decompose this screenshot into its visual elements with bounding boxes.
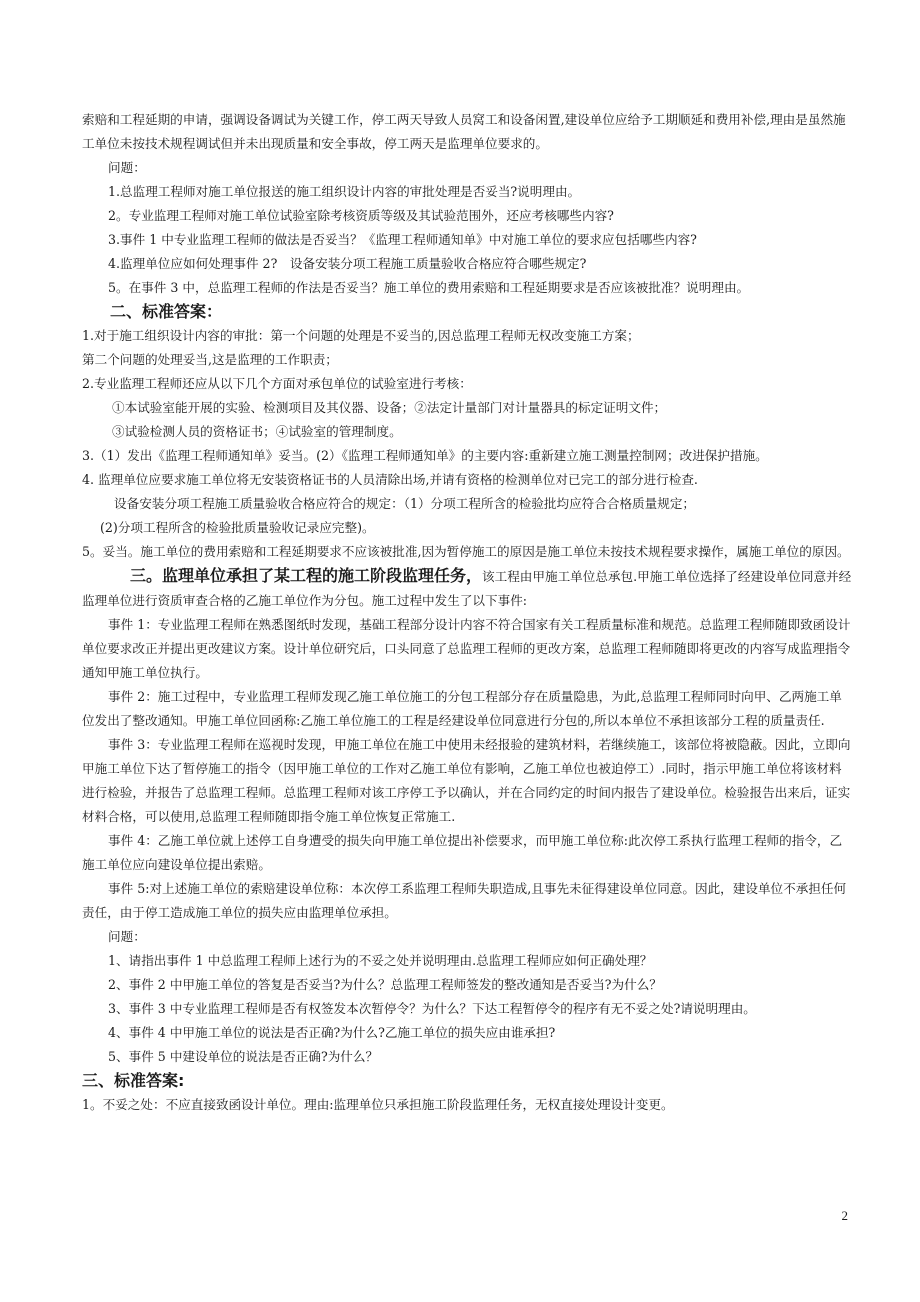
question-item: 4.监理单位应如何处理事件 2? 设备安装分项工程施工质量验收合格应符合哪些规定?: [108, 256, 587, 271]
answer-line: ①本试验室能开展的实验、检测项目及其仪器、设备；②法定计量部门对计量器具的标定证明文件；: [112, 400, 667, 415]
event-paragraph: 事件 1：专业监理工程师在熟悉图纸时发现，基础工程部分设计内容不符合国家有关工程质量标准和规范。总监理工程师随即致函设计单位要求改正并提出更改建议方案。设计单位研究后，口头同意了总监理工程师的更改方案，总监理工程师随即将更改的内容写成监理指令通知甲施工单位执行。: [82, 617, 851, 680]
question-item: 5、事件 5 中建设单位的说法是否正确?为什么？: [108, 1049, 379, 1064]
page-number: 2: [841, 1208, 848, 1223]
question-item: 5。在事件 3 中，总监理工程师的作法是否妥当？施工单位的费用索赔和工程延期要求是否应该被批准？说明理由。: [108, 280, 750, 295]
section-heading: 二、标准答案：: [110, 302, 223, 321]
answer-line: 第二个问题的处理妥当,这是监理的工作职责；: [82, 352, 338, 367]
answer-line: 3.（1）发出《监理工程师通知单》妥当。(2）《监理工程师通知单》的主要内容:重新建立施工测量控制网；改进保护措施。: [82, 448, 768, 463]
event-paragraph: 事件 2：施工过程中，专业监理工程师发现乙施工单位施工的分包工程部分存在质量隐患，为此,总监理工程师同时向甲、乙两施工单位发出了整改通知。甲施工单位回函称:乙施工单位施工的工程是经建设单位同意进行分包的,所以本单位不承担该部分工程的质量责任.: [82, 689, 842, 728]
answer-line: 5。妥当。施工单位的费用索赔和工程延期要求不应该被批准,因为暂停施工的原因是施工单位未按技术规程要求操作，属施工单位的原因。: [82, 544, 850, 559]
questions-label: 问题：: [108, 160, 146, 175]
event-paragraph: 事件 3：专业监理工程师在巡视时发现，甲施工单位在施工中使用未经报验的建筑材料，若继续施工，该部位将被隐蔽。因此，立即向甲施工单位下达了暂停施工的指令（因甲施工单位的工作对乙施工单位有影响，乙施工单位也被迫停工）.同时，指示甲施工单位将该材料进行检验，并报告了总监理工程师。总监理工程师对该工序停工予以确认，并在合同约定的时间内报告了建设单位。检验报告出来后，证实材料合格，可以使用,总监理工程师随即指令施工单位恢复正常施工.: [82, 737, 851, 824]
document-body: [82, 108, 852, 1117]
case-intro: [82, 564, 852, 613]
answer-line: 1。不妥之处：不应直接致函设计单位。理由:监理单位只承担施工阶段监理任务，无权直接处理设计变更。: [82, 1097, 674, 1112]
question-item: 3.事件 1 中专业监理工程师的做法是否妥当？《监理工程师通知单》中对施工单位的要求应包括哪些内容?: [108, 232, 697, 247]
answer-line: (2)分项工程所含的检验批质量验收记录应完整)。: [100, 520, 375, 535]
answer-line: 设备安装分项工程施工质量验收合格应符合的规定：（1）分项工程所含的检验批均应符合合格质量规定；: [114, 496, 696, 511]
case-intro-text: 该工程由甲施工单位总承包.甲施工单位选择了经建设单位同意并经监理单位进行资质审查合格的乙施工单位作为分包。施工过程中发生了以下事件:: [82, 569, 852, 608]
event-paragraph: 事件 4：乙施工单位就上述停工自身遭受的损失向甲施工单位提出补偿要求，而甲施工单位称:此次停工系执行监理工程师的指令，乙施工单位应向建设单位提出索赔。: [82, 833, 843, 872]
section-heading: 三、标准答案:: [82, 1071, 185, 1090]
paragraph: 索赔和工程延期的申请，强调设备调试为关键工作，停工两天导致人员窝工和设备闲置,建设单位应给予工期顺延和费用补偿,理由是虽然施工单位未按技术规程调试但并未出现质量和安全事故，停工两天是监理单位要求的。: [82, 112, 846, 151]
event-paragraph: 事件 5:对上述施工单位的索赔建设单位称：本次停工系监理工程师失职造成,且事先未征得建设单位同意。因此，建设单位不承担任何责任，由于停工造成施工单位的损失应由监理单位承担。: [82, 881, 847, 920]
answer-line: 4. 监理单位应要求施工单位将无安装资格证书的人员清除出场,并请有资格的检测单位对已完工的部分进行检查.: [82, 472, 698, 487]
questions-label: 问题：: [108, 929, 146, 944]
question-item: 2。专业监理工程师对施工单位试验室除考核资质等级及其试验范围外，还应考核哪些内容?: [108, 208, 614, 223]
answer-line: 1.对于施工组织设计内容的审批：第一个问题的处理是不妥当的,因总监理工程师无权改变施工方案；: [82, 328, 640, 343]
question-item: 2、事件 2 中甲施工单位的答复是否妥当?为什么？总监理工程师签发的整改通知是否妥当?为什么？: [108, 977, 662, 992]
question-item: 4、事件 4 中甲施工单位的说法是否正确?为什么?乙施工单位的损失应由谁承担?: [108, 1025, 556, 1040]
question-item: 1.总监理工程师对施工单位报送的施工组织设计内容的审批处理是否妥当?说明理由。: [108, 184, 581, 199]
question-item: 1、请指出事件 1 中总监理工程师上述行为的不妥之处并说明理由.总监理工程师应如何正确处理？: [108, 953, 653, 968]
case-heading: 三。监理单位承担了某工程的施工阶段监理任务，: [130, 566, 483, 585]
answer-line: 2.专业监理工程师还应从以下几个方面对承包单位的试验室进行考核：: [82, 376, 472, 391]
answer-line: ③试验检测人员的资格证书；④试验室的管理制度。: [112, 424, 402, 439]
question-item: 3、事件 3 中专业监理工程师是否有权签发本次暂停令？为什么？下达工程暂停令的程序有无不妥之处?请说明理由。: [108, 1001, 756, 1016]
